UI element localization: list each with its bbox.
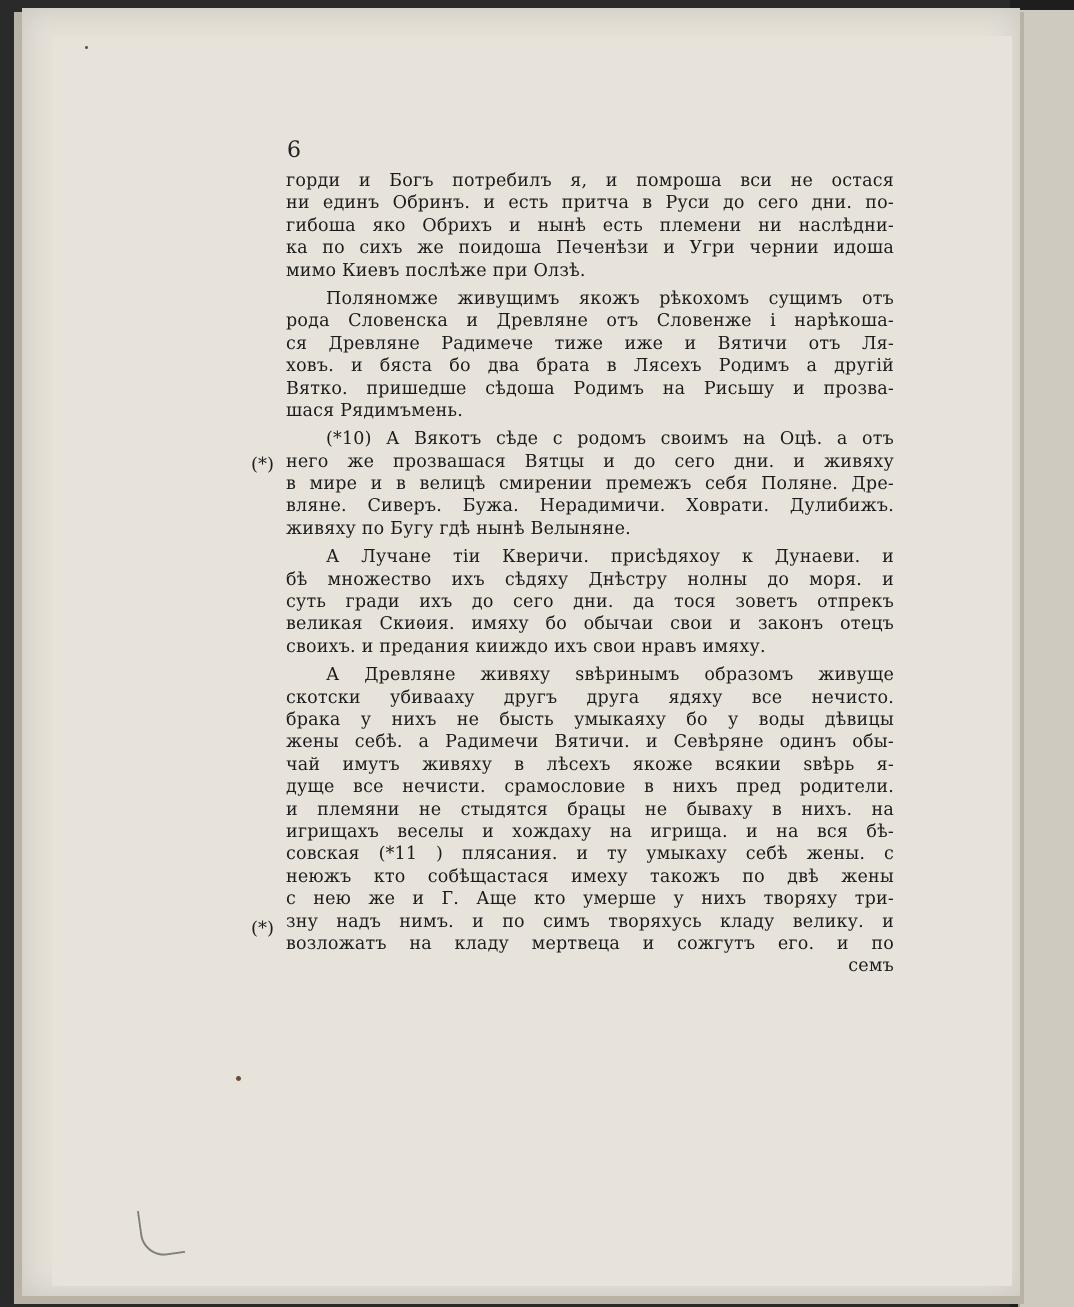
- text-line: вляне. Сиверъ. Бужа. Нерадимичи. Ховрати. Дулибижъ.: [286, 496, 894, 517]
- text-line: ни единъ Обринъ. и есть притча в Руси до сего дни. по-: [286, 193, 894, 214]
- ink-speck: [85, 46, 88, 49]
- text-line: своихъ. и предания кииждо ихъ свои нравъ имяху.: [286, 636, 766, 657]
- text-line: А Древляне живяху ѕвѣринымъ образомъ живуще: [326, 665, 894, 686]
- footnote-margin-mark: (*): [251, 454, 275, 475]
- text-line: ховъ. и бяста бо два брата в Лясехъ Родимъ а другій: [286, 356, 894, 377]
- text-line: семъ: [848, 956, 894, 977]
- text-line: с нею же и Г. Аще кто умерше у нихъ творяху три-: [286, 889, 894, 910]
- text-line: скотски убиваахy другъ друга ядяху все нечисто.: [286, 687, 894, 708]
- ink-speck: [236, 1076, 241, 1081]
- text-line: А Лучане тіи Кверичи. присѣдяхоу к Дунаеви. и: [326, 547, 894, 568]
- text-line: дуще все нечисти. срамословие в нихъ пред родители.: [286, 777, 894, 798]
- body-text: [286, 170, 894, 978]
- text-line: великая Скиѳия. имяху бо обычаи свои и законъ отецъ: [286, 614, 894, 635]
- facing-page-edge: [1018, 10, 1074, 1307]
- text-line: возложатъ на кладу мертвеца и сожгутъ его. и по: [286, 933, 894, 954]
- text-line: живяху по Бугу гдѣ нынѣ Велыняне.: [286, 518, 631, 539]
- text-line: него же прозвашася Вятцы и до сего дни. и живяху: [286, 451, 894, 472]
- text-line: шася Рядимъмень.: [286, 400, 464, 421]
- text-line: совская (*11 ) плясания. и ту умыкаху себѣ жены. с: [286, 844, 894, 865]
- text-line: Поляномже живущимъ якожъ рѣкохомъ сущимъ отъ: [326, 288, 894, 309]
- text-line: Вятко. пришедше сѣдоша Родимъ на Рисьшу и прозва-: [286, 378, 894, 399]
- footnote-margin-mark: (*): [251, 918, 275, 939]
- text-line: мимо Киевъ послѣже при Олзѣ.: [286, 260, 586, 281]
- text-line: (*10) А Вякотъ сѣде с родомъ своимъ на Оцѣ. а отъ: [326, 429, 894, 450]
- text-line: гибоша яко Обрихъ и нынѣ есть племени ни наслѣдни-: [286, 215, 894, 236]
- text-line: в мире и в велицѣ смирении премежъ себя Поляне. Дре-: [286, 474, 894, 495]
- text-line: зну надъ нимъ. и по симъ творяхусь кладу велику. и: [286, 911, 894, 932]
- text-line: ся Древляне Радимече тиже иже и Вятичи отъ Ля-: [286, 333, 894, 354]
- text-line: рода Словенска и Древляне отъ Словенже і нарѣкоша-: [286, 311, 894, 332]
- text-line: брака у нихъ не бысть умыкаяху бо у воды дѣвицы: [286, 709, 894, 730]
- text-line: жены себѣ. а Радимечи Вятичи. и Севѣряне одинъ обы-: [286, 732, 894, 753]
- text-line: игрищахъ веселы и хождаху на игрища. и на вся бѣ-: [286, 821, 894, 842]
- text-line: и племяни не стыдятся брацы не бываху в нихъ. на: [286, 799, 894, 820]
- text-line: суть гради ихъ до сего дни. да тося зоветъ отпрекъ: [286, 592, 894, 613]
- text-line: чай имутъ живяху в лѣсехъ якоже всякии ѕвѣрь я-: [286, 754, 894, 775]
- text-line: горди и Богъ потребилъ я, и помроша вси не остася: [286, 171, 894, 191]
- text-line: ка по сихъ же поидоша Печенѣзи и Угри чернии идоша: [286, 238, 894, 259]
- text-line: бѣ множество ихъ сѣдяху Днѣстру нолны до моря. и: [286, 569, 894, 590]
- page-number: 6: [287, 138, 301, 163]
- text-line: неюжъ кто собѣщастася имеху такожъ по двѣ жены: [286, 866, 894, 887]
